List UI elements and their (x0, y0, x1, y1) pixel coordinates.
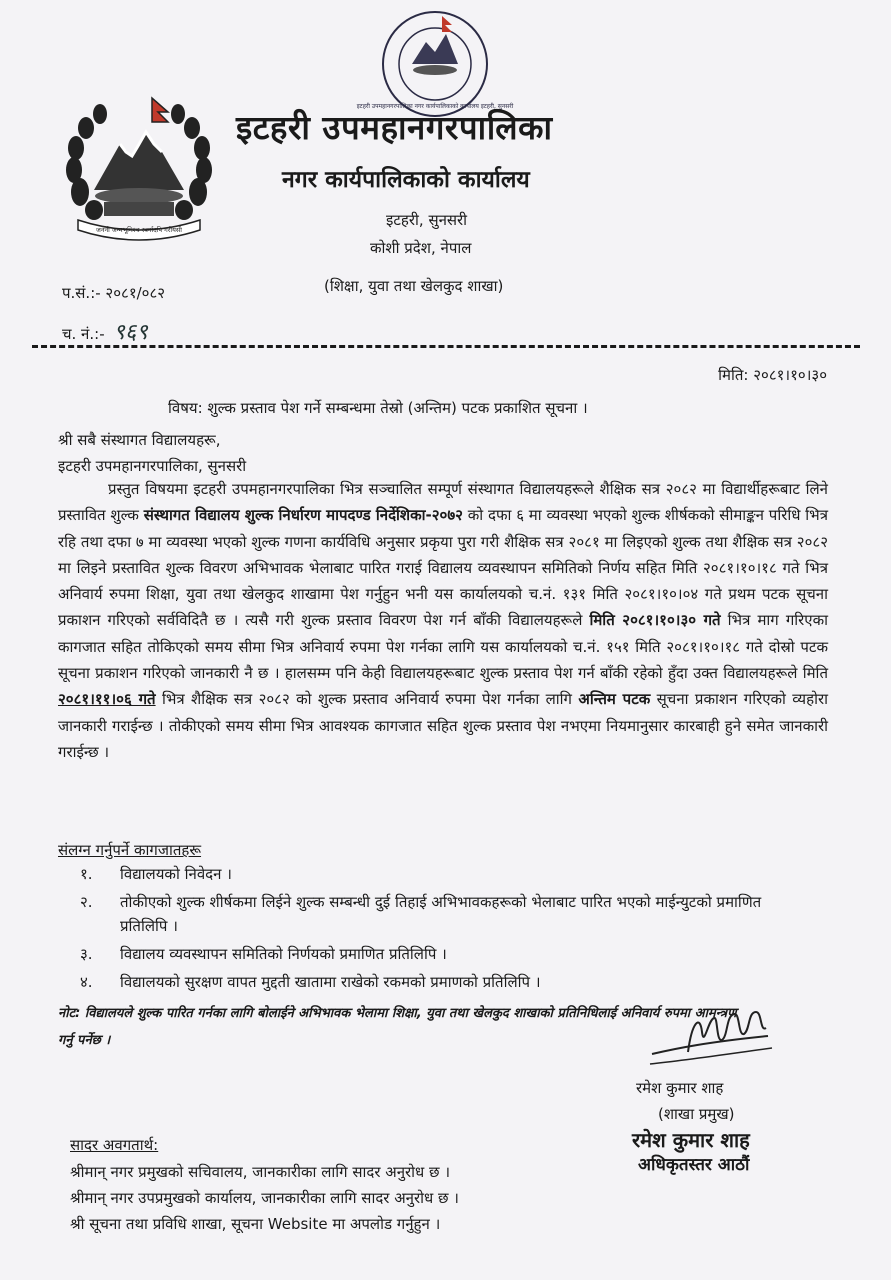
signatory-name: रमेश कुमार शाह (636, 1079, 724, 1097)
letter-date: मिति: २०८१।१०।३० (718, 366, 827, 384)
letter-body (58, 476, 828, 765)
seal-text: इटहरी उपमहानगरपालिका नगर कार्यपालिकाको कार्यालय इटहरी, सुनसरी (356, 103, 514, 110)
body-bold-final-deadline: २०८१।११।०६ गते (58, 690, 156, 709)
letter-subject: विषय: शुल्क प्रस्ताव पेश गर्ने सम्बन्धमा तेस्रो (अन्तिम) पटक प्रकाशित सूचना । (168, 399, 588, 417)
signatory-stamp-role: अधिकृतस्तर आठौं (638, 1155, 750, 1175)
laurel-right-icon (171, 104, 212, 220)
reference-number: प.सं.:- २०८१/०८२ (62, 284, 166, 302)
body-text-5: सूचना प्रकाशन गरिएको व्यहोरा जानकारी गराईन्छ । तोकीएको समय सीमा भित्र आवश्यक कागजात सहित शुल्क प्रस्ताव पेश नभएमा नियमानुसार कारबाही हुने समेत जानकारी गराईन्छ । (58, 690, 828, 761)
laurel-left-icon (66, 104, 107, 220)
emblem-motto: जननी जन्मभूमिश्च स्वर्गादपि गरीयसी (96, 226, 182, 234)
body-bold-guideline: संस्थागत विद्यालय शुल्क निर्धारण मापदण्ड निर्देशिका-२०७२ (143, 506, 463, 525)
attachments-list (80, 862, 780, 998)
body-text-2: को दफा ६ मा व्यवस्था भएको शुल्क शीर्षकको सीमाङ्कन परिधि भित्र रहि तथा दफा ७ मा व्यवस्था भएको शुल्क गणना कार्यविधि अनुसार प्रकृया पुरा गरी शैक्षिक सत्र २०८१ मा लिइएको शुल्क तथा शैक्षिक सत्र २०८२ मा लिइने प्रस्तावित शुल्क विवरण अभिभावक भेलाबाट पारित गराई विद्यालय व्यवस्थापन समितिको निर्णय सहित मिति २०८१।१०।१८ गते भित्र अनिवार्य रुपमा शिक्षा, युवा तथा खेलकुद शाखामा पेश गर्नुहुन भनी यस कार्यालयको च.नं. १३१ मिति २०८१।१०।०४ गते प्रथम पटक सूचना प्रकाशन गरिएको सर्वविदितै छ । त्यसै गरी शुल्क प्रस्ताव विवरण पेश गर्न बाँकी विद्यालयहरूले (58, 506, 828, 630)
handwritten-signature (648, 1002, 774, 1070)
recipient-line-2: इटहरी उपमहानगरपालिका, सुनसरी (58, 457, 247, 475)
mountain-icon (94, 132, 184, 190)
body-text-3: भित्र माग गरिएका कागजात सहित तोकिएको समय सीमा भित्र अनिवार्य रुपमा पेश गर्नका लागि यस कार्यालयको च.नं. १५१ मिति २०८१।१०।१८ गते दोस्रो पटक सूचना प्रकाशन गरिएको जानकारी नै छ । हालसम्म पनि केही विद्यालयहरूबाट शुल्क प्रस्ताव पेश गर्न बाँकी रहेको हुँदा उक्त विद्यालयहरूले मिति (58, 611, 828, 683)
cc-line-3: श्री सूचना तथा प्रविधि शाखा, सूचना Website मा अपलोड गर्नुहुन । (70, 1215, 441, 1233)
dispatch-number (62, 316, 148, 346)
note: नोट: विद्यालयले शुल्क पारित गर्नका लागि बोलाईने अभिभावक भेलामा शिक्षा, युवा तथा खेलकुद शाखाको प्रतिनिधिलाई अनिवार्य रुपमा आमन्त्रण गर्नु पर्नेछ । (58, 1006, 737, 1048)
address-line-2: कोशी प्रदेश, नेपाल (370, 239, 472, 257)
office-subtitle: नगर कार्यपालिकाको कार्यालय (282, 167, 530, 193)
cc-line-2: श्रीमान् नगर उपप्रमुखको कार्यालय, जानकारीका लागि सादर अनुरोध छ । (70, 1189, 459, 1207)
header-divider (32, 345, 860, 348)
address-line-1: इटहरी, सुनसरी (386, 211, 468, 229)
branch-name: (शिक्षा, युवा तथा खेलकुद शाखा) (324, 277, 504, 295)
list-item: ३. विद्यालय व्यवस्थापन समितिको निर्णयको प्रमाणित प्रतिलिपि । (80, 945, 447, 963)
body-text-4: भित्र शैक्षिक सत्र २०८२ को शुल्क प्रस्ताव अनिवार्य रुपमा पेश गर्नका लागि (155, 690, 579, 709)
attachments-heading: संलग्न गर्नुपर्ने कागजातहरू (58, 841, 202, 859)
dispatch-number-value: ९६९ (113, 320, 148, 345)
recipient-line-1: श्री सबै संस्थागत विद्यालयहरू, (58, 431, 221, 449)
signatory-stamp-name: रमेश कुमार शाह (632, 1128, 750, 1152)
cc-heading: सादर अवगतार्थ: (70, 1136, 159, 1154)
list-item: ४. विद्यालयको सुरक्षण वापत मुद्दती खातामा राखेको रकमको प्रमाणको प्रतिलिपि । (80, 973, 541, 991)
nepal-emblem (58, 92, 220, 242)
office-title: इटहरी उपमहानगरपालिका (236, 108, 553, 147)
list-item: १. विद्यालयको निवेदन । (80, 865, 232, 883)
signatory-role: (शाखा प्रमुख) (658, 1105, 735, 1123)
body-bold-final-notice: अन्तिम पटक (578, 690, 651, 709)
cc-line-1: श्रीमान् नगर प्रमुखको सचिवालय, जानकारीका लागि सादर अनुरोध छ । (70, 1163, 451, 1181)
list-item: २. तोकीएको शुल्क शीर्षकमा लिईने शुल्क सम्बन्धी दुई तिहाई अभिभावकहरूको भेलाबाट पारित भएको माईन्युटको प्रमाणित प्रतिलिपि । (80, 893, 762, 935)
dispatch-number-label: च. नं.:- (62, 325, 105, 343)
body-text-1: प्रस्तुत विषयमा इटहरी उपमहानगरपालिका भित्र सञ्चालित सम्पूर्ण संस्थागत विद्यालयहरूले शैक्षिक सत्र २०८२ मा विद्यार्थीहरूबाट लिने प्रस्तावित शुल्क (58, 480, 828, 525)
map-outline-icon (95, 188, 183, 204)
body-bold-deadline-2: मिति २०८१।१०।३० गते (589, 611, 721, 630)
flag-icon (152, 98, 168, 122)
